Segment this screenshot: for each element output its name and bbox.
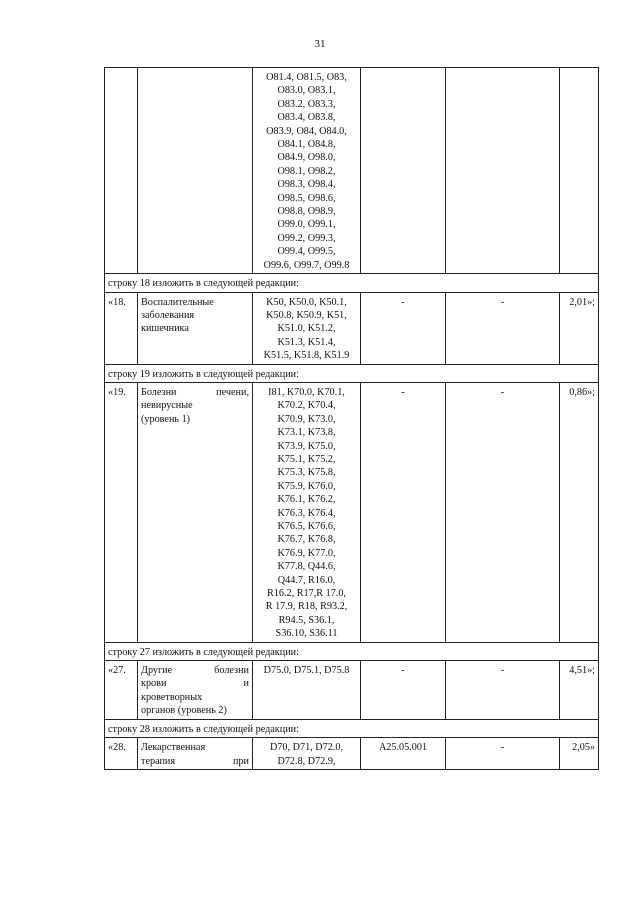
code-line: R 17.9, R18, R93.2,	[265, 601, 348, 613]
row-coefficient: 0,86»;	[560, 382, 599, 642]
row-criterion: -	[446, 382, 560, 642]
row-number: «18.	[105, 292, 138, 364]
code-line: K50, K50.0, K50.1,	[266, 296, 347, 308]
code-line: K75.3, K75.8,	[277, 467, 336, 479]
row-number: «27.	[105, 661, 138, 720]
row-number: «28.	[105, 738, 138, 770]
code-line: K76.5, K76.6,	[277, 521, 336, 532]
code-line: D72.8, D72.9,	[277, 755, 336, 767]
table-row-continuation	[105, 68, 599, 274]
row-number: «19.	[105, 382, 138, 642]
name-line: кроветворных	[141, 691, 203, 703]
name-line: заболевания	[141, 309, 195, 321]
code-line: O83.0, O83.1,	[277, 85, 336, 97]
row-service-code: -	[361, 292, 446, 364]
name-line: Воспалительные	[141, 296, 214, 308]
code-line: K51.3, K51.4,	[277, 336, 336, 348]
code-line: O98.1, O98.2,	[277, 165, 336, 177]
row-number	[105, 68, 138, 274]
row-service-code: -	[361, 661, 446, 720]
code-line: K76.9, K77.0,	[277, 547, 336, 559]
instruction-text: строку 27 изложить в следующей редакции:	[105, 642, 599, 660]
row-codes	[253, 382, 361, 642]
instruction-text: строку 19 изложить в следующей редакции:	[105, 364, 599, 382]
row-codes	[253, 68, 361, 274]
page-number: 31	[314, 38, 326, 50]
code-line: O84.9, O98.0,	[277, 152, 336, 164]
name-line: Другие болезни	[141, 665, 249, 677]
code-line: K77.8, Q44.6,	[277, 561, 336, 573]
tariff-table	[104, 67, 599, 770]
code-line: O99.6, O99.7, O99.8	[263, 259, 350, 271]
code-line: K76.7, K76.8,	[277, 534, 336, 546]
row-criterion	[446, 68, 560, 274]
code-line: O84.1, O84.8,	[277, 139, 336, 151]
name-line: Лекарственная	[141, 742, 206, 754]
row-coefficient: 4,51»;	[560, 661, 599, 720]
row-criterion: -	[446, 661, 560, 720]
code-line: O83.2, O83.3,	[277, 98, 336, 110]
table-row-19	[105, 382, 599, 642]
instruction-row-19	[105, 364, 599, 382]
code-line: O99.0, O99.1,	[277, 219, 336, 231]
name-line: невирусные	[141, 400, 193, 412]
instruction-row-18	[105, 274, 599, 292]
row-coefficient: 2,01»;	[560, 292, 599, 364]
row-codes	[253, 738, 361, 770]
code-line: R94.5, S36.1,	[278, 614, 335, 626]
row-service-code: A25.05.001	[361, 738, 446, 770]
row-name	[138, 68, 253, 274]
row-name	[138, 661, 253, 720]
code-line: O98.3, O98.4,	[277, 179, 336, 191]
row-name	[138, 382, 253, 642]
code-line: O98.5, O98.6,	[277, 192, 336, 204]
code-line: K73.9, K75.0,	[277, 440, 336, 452]
code-line: O81.4, O81.5, O83,	[266, 72, 347, 83]
code-line: S36.10, S36.11	[275, 628, 338, 640]
instruction-text: строку 18 изложить в следующей редакции:	[105, 274, 599, 292]
row-name	[138, 292, 253, 364]
instruction-text: строку 28 изложить в следующей редакции:	[105, 719, 599, 737]
code-line: K50.8, K50.9, K51,	[266, 309, 347, 321]
row-coefficient	[560, 68, 599, 274]
name-line: (уровень 1)	[141, 413, 191, 425]
table-row-18	[105, 292, 599, 364]
table-row-27	[105, 661, 599, 720]
row-criterion: -	[446, 292, 560, 364]
instruction-row-27	[105, 642, 599, 660]
row-coefficient: 2,05»	[560, 738, 599, 770]
name-line: кишечника	[141, 323, 189, 335]
code-line: R16.2, R17,R 17.0,	[267, 588, 346, 600]
code-line: D75.0, D75.1, D75.8	[263, 665, 350, 677]
code-line: K75.9, K76.0,	[277, 480, 336, 492]
row-codes	[253, 661, 361, 720]
instruction-row-28	[105, 719, 599, 737]
code-line: K76.1, K76.2,	[277, 494, 336, 506]
table-row-28	[105, 738, 599, 770]
code-line: O99.4, O99.5,	[277, 246, 336, 258]
code-line: K70.2, K70.4,	[277, 400, 336, 412]
code-line: O98.8, O98.9,	[277, 206, 336, 218]
code-line: K75.1, K75.2,	[277, 453, 336, 465]
row-service-code: -	[361, 382, 446, 642]
code-line: K51.0, K51.2,	[277, 323, 336, 335]
row-service-code	[361, 68, 446, 274]
name-line: терапия при	[141, 755, 249, 767]
code-line: O83.4, O83.8,	[277, 112, 336, 124]
code-line: O99.2, O99.3,	[277, 232, 336, 244]
code-line: K51.5, K51.8, K51.9	[263, 350, 350, 362]
row-criterion: -	[446, 738, 560, 770]
code-line: K70.9, K73.0,	[277, 413, 336, 425]
code-line: K76.3, K76.4,	[277, 507, 336, 519]
code-line: O83.9, O84, O84.0,	[266, 125, 347, 137]
name-line: крови и	[141, 678, 249, 690]
code-line: Q44.7, R16.0,	[277, 574, 336, 586]
code-line: D70, D71, D72.0,	[269, 742, 343, 754]
row-codes	[253, 292, 361, 364]
row-name	[138, 738, 253, 770]
code-line: I81, K70.0, K70.1,	[268, 386, 345, 398]
name-line: органов (уровень 2)	[141, 705, 227, 717]
name-line: Болезни печени,	[141, 386, 249, 398]
code-line: K73.1, K73.8,	[277, 427, 336, 439]
